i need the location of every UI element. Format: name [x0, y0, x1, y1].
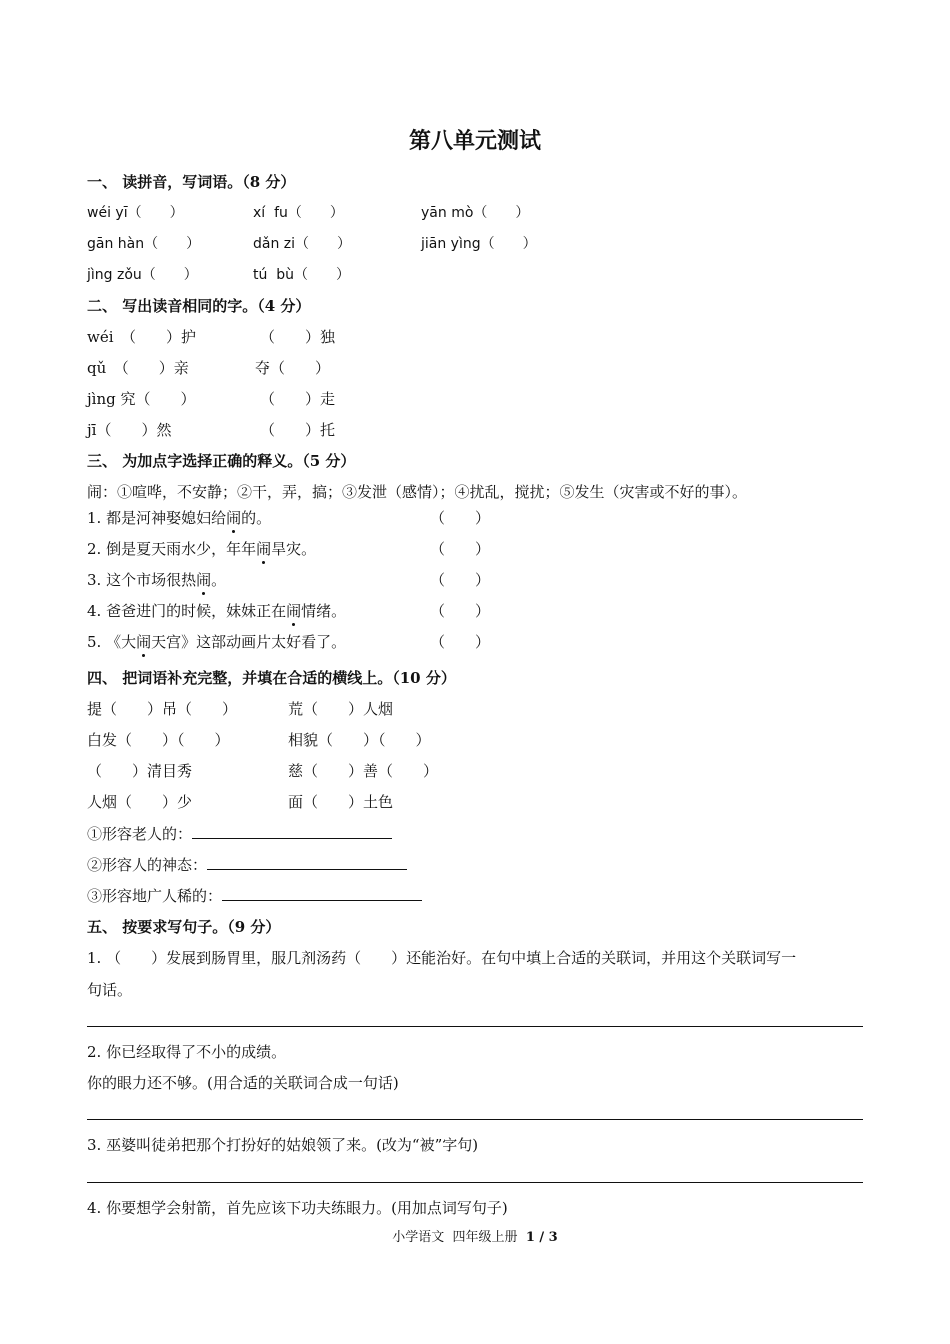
- pinyin-item: wéi yī（ ）: [87, 205, 184, 221]
- dotted-char: 闹: [226, 509, 242, 527]
- homophone-item: （ ）托: [260, 421, 336, 439]
- q2-text-cont: 你的眼力还不够。(用合适的关联词合成一句话): [87, 1074, 399, 1092]
- pinyin-item: gān hàn（ ）: [87, 236, 201, 252]
- homophone-item: jìng 究（ ）: [87, 390, 196, 408]
- answer-blank: （ ）: [430, 633, 491, 651]
- section-3-heading: 三、 为加点字选择正确的释义。（5 分）: [87, 452, 356, 470]
- question-item: 5. 《大闹天宫》这部动画片太好看了。: [87, 633, 347, 651]
- idiom-item: （ ）清目秀: [87, 762, 193, 780]
- pinyin-item: dǎn zi（ ）: [253, 236, 352, 252]
- page-title: 第八单元测试: [408, 128, 541, 154]
- question-item: 1. 都是河神娶媳妇给闹的。: [87, 509, 272, 527]
- q1-text: 1. （ ）发展到肠胃里，服几剂汤药（ ）还能治好。在句中填上合适的关联词，并用这个关联词写一: [87, 949, 797, 967]
- answer-line: [87, 1182, 863, 1183]
- section-2-heading: 二、 写出读音相同的字。（4 分）: [87, 297, 311, 315]
- q3-text: 3. 巫婆叫徒弟把那个打扮好的姑娘领了来。(改为“被”字句): [87, 1136, 479, 1154]
- idiom-item: 相貌（ ）（ ）: [288, 731, 431, 749]
- dotted-char: 闹: [286, 602, 302, 620]
- page-number: 1 / 3: [525, 1230, 558, 1245]
- homophone-item: wéi （ ）护: [87, 328, 197, 346]
- answer-blank: （ ）: [430, 509, 491, 527]
- pinyin-item: jiān yìng（ ）: [421, 236, 537, 252]
- pinyin-item: xí fu（ ）: [253, 205, 344, 221]
- pinyin-item: jìng zǒu（ ）: [87, 267, 198, 283]
- section-4-heading: 四、 把词语补充完整，并填在合适的横线上。（10 分）: [87, 669, 456, 687]
- idiom-item: 人烟（ ）少: [87, 793, 193, 811]
- homophone-item: （ ）走: [260, 390, 336, 408]
- homophone-item: jī（ ）然: [87, 421, 172, 439]
- idiom-item: 慈（ ）善（ ）: [288, 762, 439, 780]
- fill-line-2: ②形容人的神态：: [87, 855, 407, 875]
- page-footer: 小学语文 四年级上册 1 / 3: [392, 1230, 558, 1245]
- homophone-item: 夺（ ）: [255, 359, 331, 377]
- idiom-item: 提（ ）吊（ ）: [87, 700, 238, 718]
- pinyin-item: tú bù（ ）: [253, 267, 351, 283]
- answer-line: [87, 1119, 863, 1120]
- answer-blank: （ ）: [430, 602, 491, 620]
- idiom-item: 白发（ ）（ ）: [87, 731, 230, 749]
- q4-text: 4. 你要想学会射箭，首先应该下功夫练眼力。(用加点词写句子): [87, 1199, 508, 1217]
- question-item: 3. 这个市场很热闹。: [87, 571, 227, 589]
- dotted-char: 闹: [256, 540, 272, 558]
- section-1-heading: 一、 读拼音，写词语。（8 分）: [87, 173, 296, 191]
- answer-line: [87, 1026, 863, 1027]
- answer-underline: [192, 824, 392, 839]
- answer-underline: [207, 855, 407, 870]
- answer-blank: （ ）: [430, 571, 491, 589]
- dotted-char: 闹: [196, 571, 212, 589]
- fill-line-1: ①形容老人的：: [87, 824, 392, 844]
- section-5-heading: 五、 按要求写句子。（9 分）: [87, 918, 281, 936]
- answer-blank: （ ）: [430, 540, 491, 558]
- dotted-char: 闹: [136, 633, 152, 651]
- idiom-item: 荒（ ）人烟: [288, 700, 394, 718]
- q1-text-cont: 句话。: [87, 981, 133, 999]
- homophone-item: （ ）独: [260, 328, 336, 346]
- homophone-item: qǔ （ ）亲: [87, 359, 189, 377]
- pinyin-item: yān mò（ ）: [421, 205, 530, 221]
- question-item: 4. 爸爸进门的时候，妹妹正在闹情绪。: [87, 602, 347, 620]
- answer-underline: [222, 886, 422, 901]
- idiom-item: 面（ ）土色: [288, 793, 394, 811]
- q2-text: 2. 你已经取得了不小的成绩。: [87, 1043, 287, 1061]
- question-item: 2. 倒是夏天雨水少，年年闹旱灾。: [87, 540, 317, 558]
- fill-line-3: ③形容地广人稀的：: [87, 886, 422, 906]
- definition-list: 闹：①喧哗，不安静；②干，弄，搞；③发泄（感情）；④扰乱，搅扰；⑤发生（灾害或不好的事）。: [87, 483, 748, 501]
